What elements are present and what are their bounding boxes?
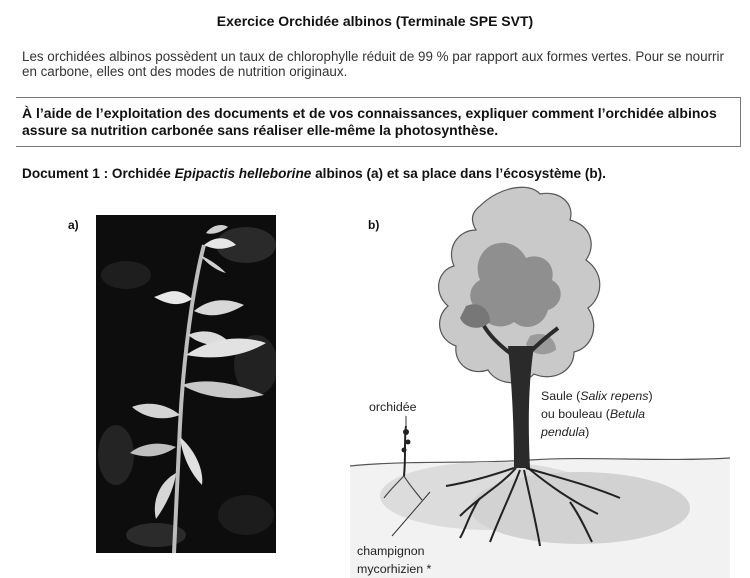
fungus-label-line-1: champignon bbox=[357, 544, 425, 558]
question-box bbox=[16, 97, 741, 147]
panel-a-label: a) bbox=[68, 218, 79, 232]
tree-label-line-3: pendula) bbox=[541, 425, 590, 439]
tree-label-line-2: ou bouleau (Betula bbox=[541, 407, 646, 421]
albino-orchid-photo bbox=[96, 215, 276, 553]
question-text: À l’aide de l’exploitation des documents et de vos connaissances, expliquer comment l’orchidée albinos assure sa nutrition carbonée sans réaliser elle-même la photosynthèse. bbox=[22, 105, 717, 138]
ecosystem-diagram bbox=[330, 186, 750, 578]
panel-b-label: b) bbox=[368, 218, 380, 232]
caption-species: Epipactis helleborine bbox=[174, 166, 312, 181]
exercise-title: Exercice Orchidée albinos (Terminale SPE SVT) bbox=[216, 13, 534, 29]
caption-prefix: Document 1 : Orchidée bbox=[22, 166, 175, 181]
caption-suffix: albinos (a) et sa place dans l’écosystème (b). bbox=[311, 166, 606, 181]
document-1-caption bbox=[22, 166, 742, 181]
orchid-label: orchidée bbox=[369, 400, 417, 414]
intro-paragraph: Les orchidées albinos possèdent un taux de chlorophylle réduit de 99 % par rapport aux formes vertes. Pour se nourrir en carbone, elles ont des modes de nutrition originaux. bbox=[22, 49, 724, 79]
tree-label-line-1: Saule (Salix repens) bbox=[541, 389, 653, 403]
fungus-label-line-2: mycorhizien * bbox=[357, 562, 432, 576]
